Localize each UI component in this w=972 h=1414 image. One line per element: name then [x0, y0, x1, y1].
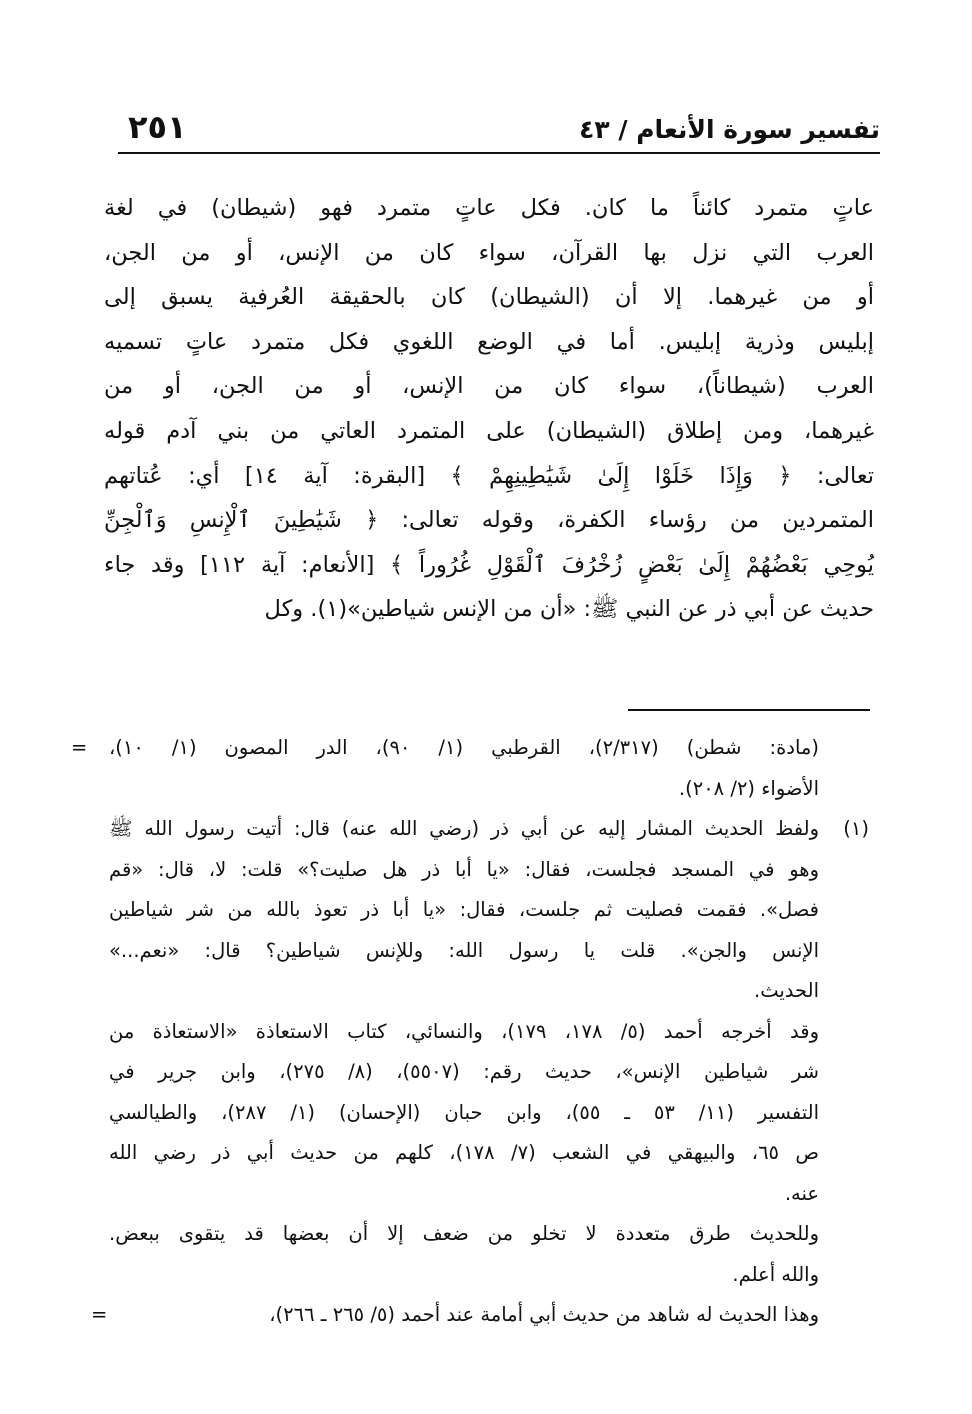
- footnote-line: التفسير (١١/ ٥٣ ـ ٥٥)، وابن حبان (الإحسان) (١/ ٢٨٧)، والطيالسي: [109, 1100, 819, 1124]
- continuation-marker: =: [71, 736, 88, 759]
- footnote-line: عنه.: [784, 1181, 819, 1205]
- continued-marker: =: [91, 1303, 108, 1326]
- footnote-text: وهذا الحديث له شاهد من حديث أبي أمامة عند أحمد (٥/ ٢٦٥ ـ ٢٦٦)،: [269, 1303, 819, 1326]
- footnote-line: والله أعلم.: [732, 1262, 819, 1286]
- body-line: إبليس وذرية إبليس. أما في الوضع اللغوي فكل متمرد عاتٍ تسميه: [104, 328, 874, 355]
- main-text: [104, 186, 874, 632]
- body-line: أو من غيرهما. إلا أن (الشيطان) كان بالحقيقة العُرفية يسبق إلى: [104, 284, 874, 311]
- footnote-text: (مادة: شطن) (٢/٣١٧)، القرطبي (١/ ٩٠)، الدر المصون (١/ ١٠)،: [109, 736, 819, 759]
- footnote-separator: [628, 709, 870, 711]
- body-line: عاتٍ متمرد كائناً ما كان. فكل عاتٍ متمرد فهو (شيطان) في لغة: [104, 195, 874, 221]
- footnote-line: الإنس والجن». قلت يا رسول الله: وللإنس شياطين؟ قال: «نعم...»: [109, 938, 819, 962]
- footnote-line: [71, 728, 869, 769]
- body-line: العرب (شيطاناً)، سواء كان من الإنس، أو من الجن، أو من: [104, 373, 874, 400]
- footnote-text: ولفظ الحديث المشار إليه عن أبي ذر (رضي الله عنه) قال: أتيت رسول الله ﷺ: [109, 817, 819, 840]
- footnote-line: [109, 809, 869, 850]
- footnote-line: [91, 1295, 869, 1336]
- body-line: يُوحِي بَعْضُهُمْ إِلَىٰ بَعْضٍ زُخْرُفَ ٱلْقَوْلِ غُرُوراً ﴾ [الأنعام: آية ١١٢] وقد جاء: [104, 551, 875, 578]
- footnote-line: وقد أخرجه أحمد (٥/ ١٧٨، ١٧٩)، والنسائي، كتاب الاستعاذة «الاستعاذة من: [109, 1019, 819, 1043]
- header-title: تفسير سورة الأنعام / ٤٣: [579, 115, 880, 144]
- footnote-line: فصل». فقمت فصليت ثم جلست، فقال: «يا أبا ذر تعوذ بالله من شر شياطين: [109, 898, 819, 921]
- body-line: تعالى: ﴿ وَإِذَا خَلَوْا إِلَىٰ شَيَٰطِينِهِمْ ﴾ [البقرة: آية ١٤] أي: عُتاتهم: [104, 462, 874, 489]
- footnote-line: الحديث.: [754, 979, 819, 1002]
- footnote-line: شر شياطين الإنس»، حديث رقم: (٥٥٠٧)، (٨/ ٢٧٥)، وابن جرير في: [109, 1060, 819, 1083]
- body-line: حديث عن أبي ذر عن النبي ﷺ: «أن من الإنس شياطين»(١). وكل: [264, 596, 874, 623]
- running-header: [118, 100, 880, 154]
- page-number: ٢٥١: [128, 108, 187, 146]
- body-line: العرب التي نزل بها القرآن، سواء كان من الإنس، أو من الجن،: [104, 239, 874, 266]
- footnotes: [71, 728, 869, 1336]
- footnote-line: الأضواء (٢/ ٢٠٨).: [678, 776, 819, 800]
- footnote-line: وللحديث طرق متعددة لا تخلو من ضعف إلا أن بعضها قد يتقوى ببعض.: [109, 1222, 819, 1245]
- body-line: غيرهما، ومن إطلاق (الشيطان) على المتمرد العاتي من بني آدم قوله: [104, 417, 874, 444]
- footnote-line: ص ٦٥، والبيهقي في الشعب (٧/ ١٧٨)، كلهم من حديث أبي ذر رضي الله: [109, 1141, 819, 1164]
- footnote-number: (١): [843, 817, 869, 840]
- body-line: المتمردين من رؤساء الكفرة، وقوله تعالى: ﴿ شَيَٰطِينَ ٱلْإِنسِ وَٱلْجِنِّ: [104, 507, 874, 534]
- footnote-line: وهو في المسجد فجلست، فقال: «يا أبا ذر هل صليت؟» قلت: لا، قال: «قم: [109, 857, 819, 881]
